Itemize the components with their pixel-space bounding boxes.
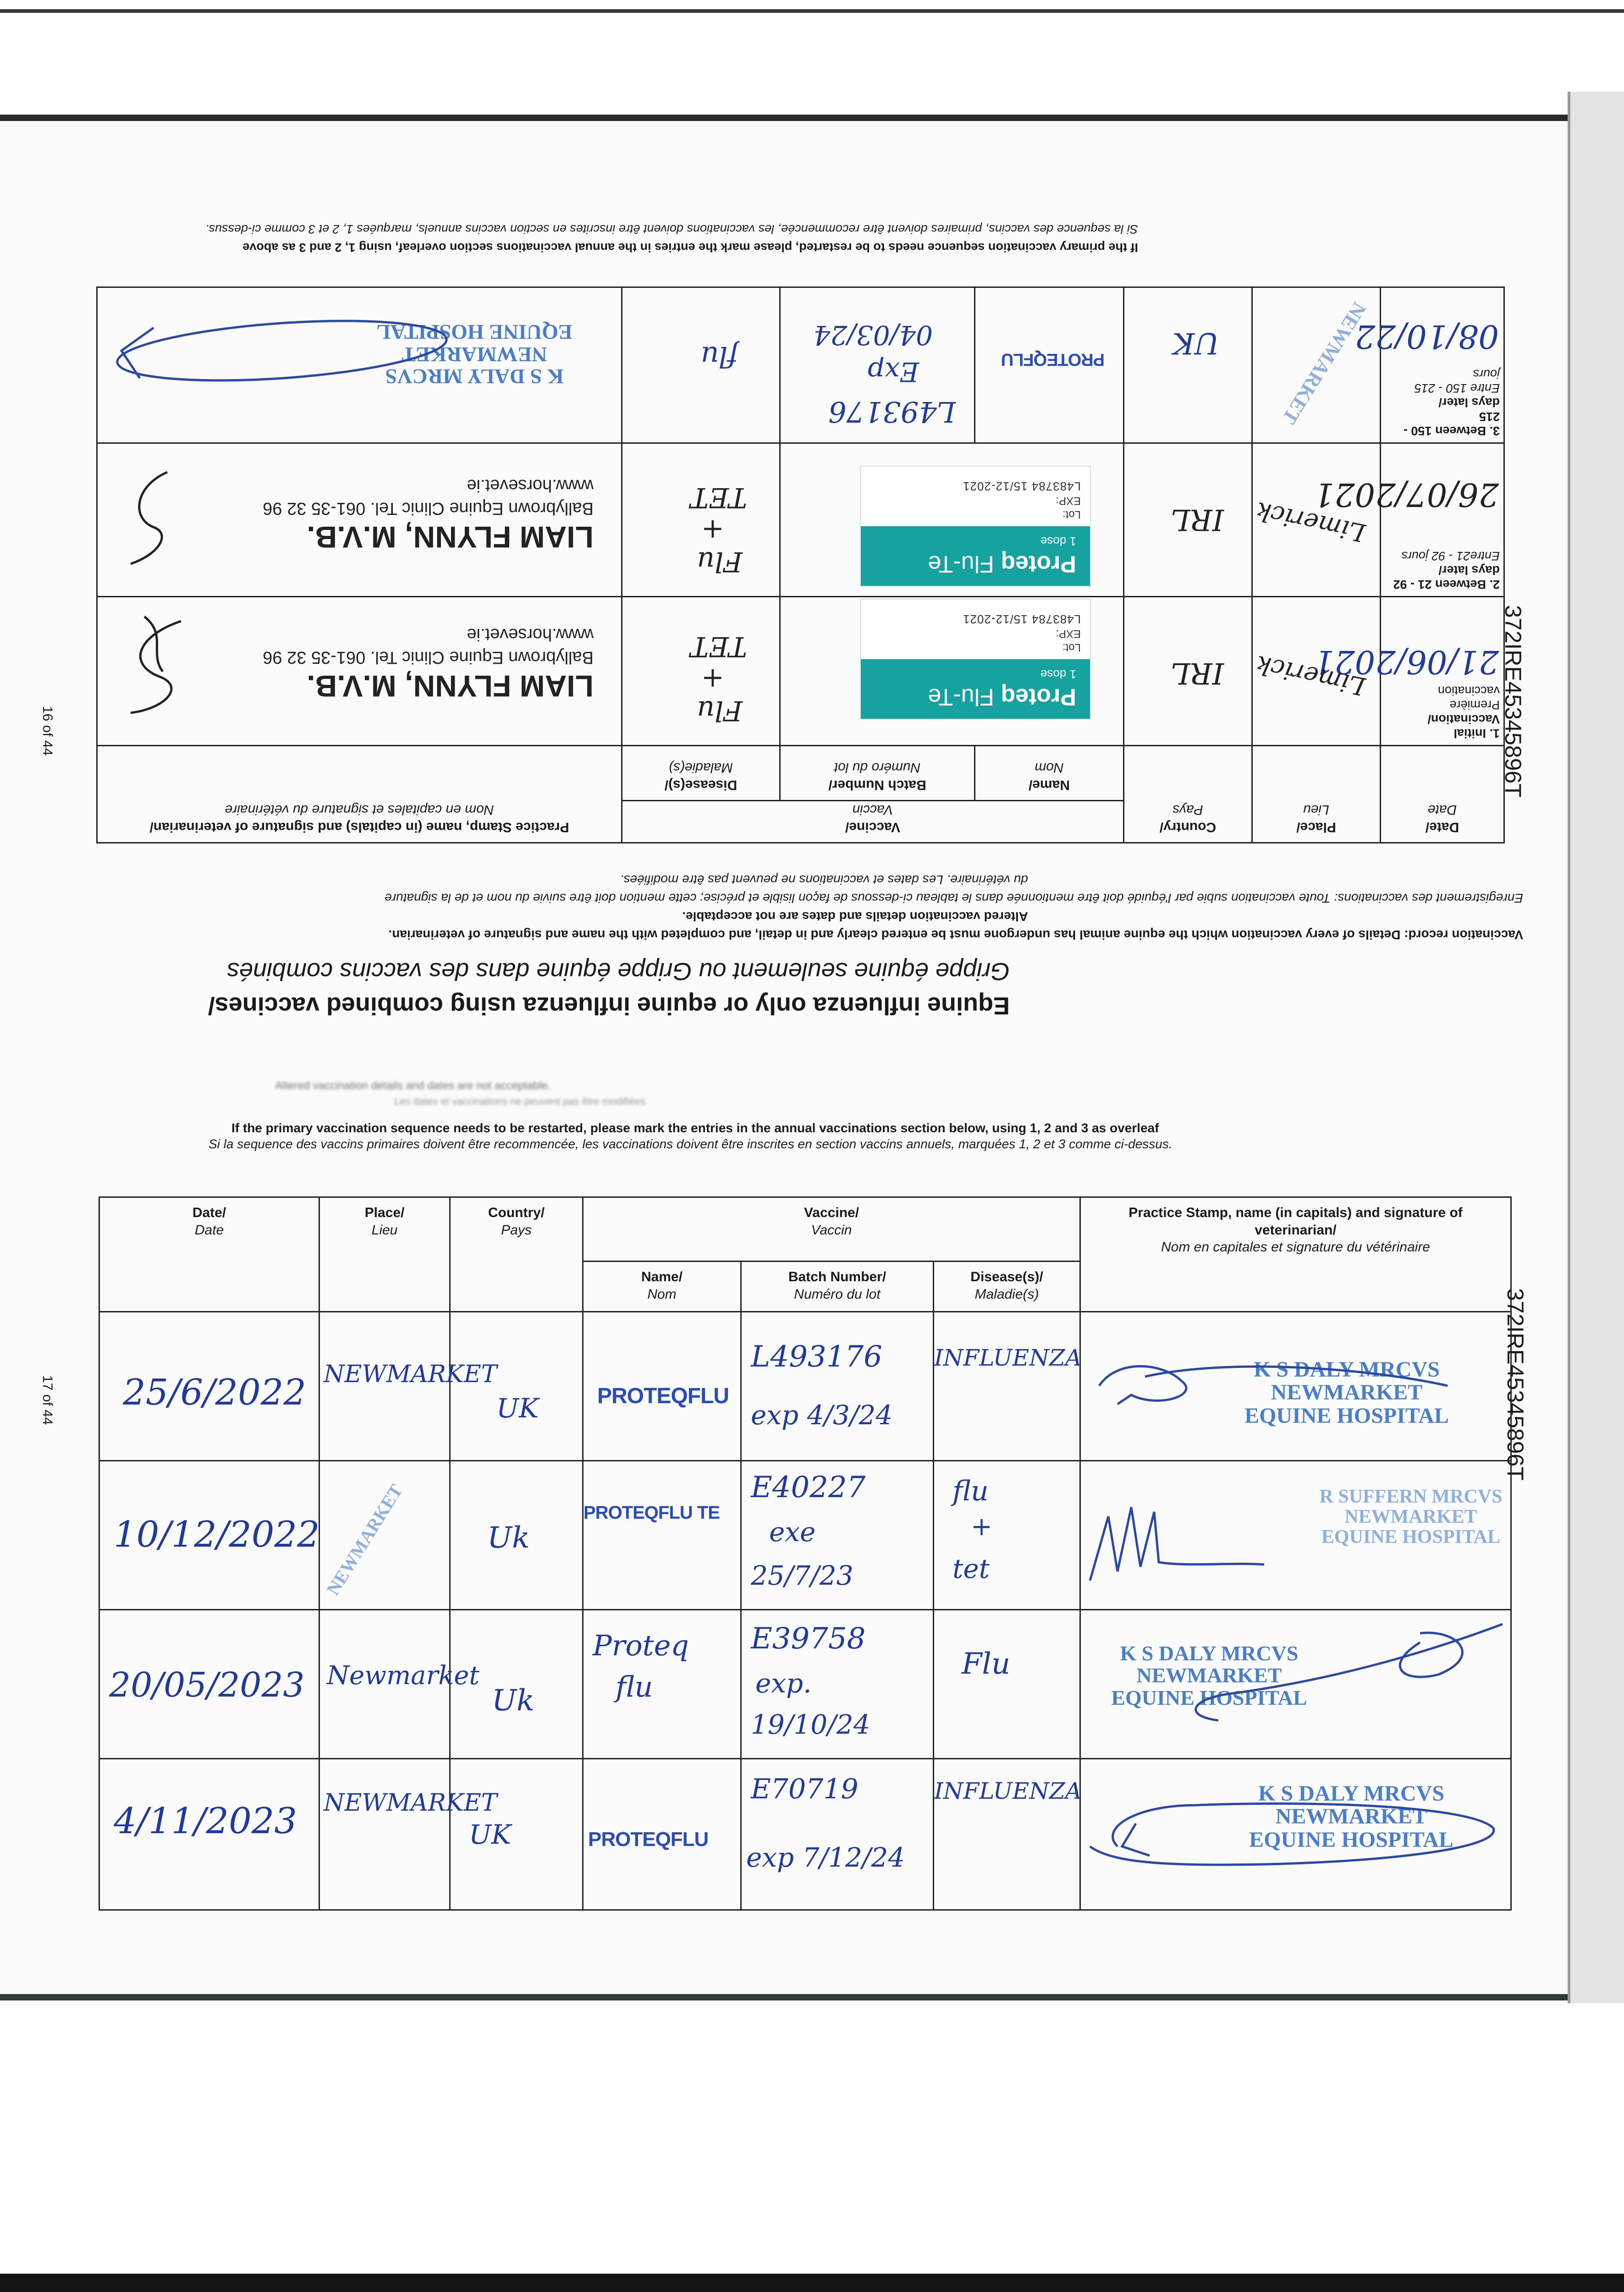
blurred-note-fr: Les dates et vaccinations ne peuvent pas être modifiées. [394, 1096, 649, 1107]
blurred-note-en: Altered vaccination details and dates are not acceptable. [275, 1080, 551, 1092]
upper-row-1 [97, 597, 1504, 746]
upper-row-3-vaccine: PROTEQFLU [975, 287, 1124, 443]
upper-row-2-country: IRL [1124, 443, 1252, 597]
lower-row-3-stamp: K S DALY MRCVS NEWMARKET EQUINE HOSPITAL [1080, 1610, 1511, 1759]
page-top-edge [0, 115, 1624, 121]
upper-row-2-disease: Flu + TET [622, 443, 780, 597]
upper-row-2-place: Limerick [1252, 443, 1381, 597]
lower-header-disease: Disease(s)/ Maladie(s) [934, 1262, 1080, 1312]
lower-header-vaccine: Vaccine/ Vaccin [583, 1197, 1080, 1262]
upper-header-vaccine: Vaccine/ Vaccin [622, 801, 1124, 843]
signature-ks-daly [1090, 1340, 1493, 1413]
lower-row-3-date: 20/05/2023 [99, 1610, 319, 1759]
upper-row-2-stamp: LIAM FLYNN, M.V.B. Ballybrown Equine Clinic Tel. 061-35 32 96 www.horsevet.ie [97, 443, 622, 597]
upper-header-country: Country/ Pays [1124, 746, 1252, 843]
signature-liam-flynn [112, 607, 195, 727]
lower-header-name: Name/ Nom [583, 1262, 741, 1312]
upper-header-batch: Batch Number/ Numéro du lot [780, 746, 975, 801]
lower-header-date: Date/ Date [99, 1197, 319, 1312]
signature-ks-daly [108, 296, 612, 397]
scan-top-edge [0, 9, 1624, 13]
lower-row-1 [99, 1312, 1511, 1461]
lower-row-3-vaccine: Proteq flu [583, 1610, 741, 1759]
upper-header-disease: Disease(s)/ Maladie(s) [622, 746, 780, 801]
lower-restart-note-fr: Si la sequence des vaccins primaires doivent être recommencée, les vaccinations doivent être inscrites en section vaccins annuels, marquées 1, 2 et 3 comme ci-dessus. [209, 1137, 1173, 1151]
upper-row-3-date: 3. Between 150 - 215 days later/ Entre 150 - 215 jours 08/10/22 [1381, 287, 1504, 443]
lower-row-1-disease: INFLUENZA [934, 1312, 1080, 1461]
upper-page-rotated [0, 183, 1624, 1100]
lower-row-4-batch: E70719 exp 7/12/24 [741, 1759, 934, 1910]
upper-row-2-vaccine [780, 443, 1124, 597]
lower-row-2-vaccine: PROTEQFLU TE [583, 1461, 741, 1610]
lower-header-country: Country/ Pays [450, 1197, 583, 1312]
upper-restart-note-fr: Si la sequence des vaccins, primaires doivent être recommencée, les vaccinations doivent être inscrites en section vaccins annuels, marquées 1, 2 et 3 comme ci-dessus. [205, 222, 1138, 236]
upper-header-date: Date/ Date [1381, 746, 1504, 843]
upper-heading-fr: Grippe équine seulement ou Grippe équine dans des vaccins combinés [226, 958, 1010, 985]
signature-ks-daly [1163, 1615, 1512, 1734]
lower-row-1-date: 25/6/2022 [99, 1312, 319, 1461]
lower-header-batch: Batch Number/ Numéro du lot [741, 1262, 934, 1312]
upper-header-stamp: Practice Stamp, name (in capitals) and signature of veterinarian/ Nom en capitales et signature du vétérinaire [97, 746, 622, 843]
lower-row-1-stamp: K S DALY MRCVS NEWMARKET EQUINE HOSPITAL [1080, 1312, 1511, 1461]
lower-row-1-batch: L493176 exp 4/3/24 [741, 1312, 934, 1461]
upper-row-1-country: IRL [1124, 597, 1252, 746]
lower-row-4-vaccine: PROTEQFLU [583, 1759, 741, 1910]
upper-header-name: Name/ Nom [975, 746, 1124, 801]
signature-r-suffern [1081, 1489, 1310, 1599]
upper-record-fr-1: Enregistrement des vaccinations: Toute vaccination subie par l'équidé doit être mentionnée dans le tableau ci-dessous de façon lisible et précise; cette mention doit être suivie du nom et de la signature [385, 891, 1523, 905]
upper-record-fr-2: du vétérinaire. Les dates et vaccinations ne peuvent pas être modifiées. [620, 873, 1028, 887]
upper-row-3-disease: flu [622, 287, 780, 443]
upper-header-place: Place/ Lieu [1252, 746, 1381, 843]
page-bottom-edge [0, 1994, 1624, 2000]
signature-ks-daly [1081, 1778, 1512, 1883]
lower-row-4-country: UK [450, 1759, 583, 1910]
upper-restart-note-en: If the primary vaccination sequence needs to be restarted, please mark the entries in the annual vaccinations section overleaf, using 1, 2 and 3 as above [242, 241, 1138, 254]
upper-row-1-place: Limerick [1252, 597, 1381, 746]
lower-header-stamp: Practice Stamp, name (in capitals) and signature of veterinarian/ Nom en capitales et signature du vétérinaire [1080, 1197, 1511, 1312]
lower-row-2-batch: E40227 exe 25/7/23 [741, 1461, 934, 1610]
upper-record-en-1: Vaccination record: Details of every vaccination which the equine animal has undergone must be entered clearly and in detail, and completed with the name and signature of veterinarian. [388, 928, 1523, 942]
lower-row-4-stamp: K S DALY MRCVS NEWMARKET EQUINE HOSPITAL [1080, 1759, 1511, 1910]
upper-row-3-stamp: K S DALY MRCVS NEWMARKET EQUINE HOSPITAL [97, 287, 622, 443]
document-id-lower: 372IRE45345896T [1503, 1288, 1528, 1481]
lower-row-4-date: 4/11/2023 [99, 1759, 319, 1910]
upper-row-1-vaccine [780, 597, 1124, 746]
lower-row-1-country: UK [450, 1312, 583, 1461]
lower-row-3-place: Newmarket [319, 1610, 450, 1759]
lower-row-2-place: NEWMARKET [319, 1461, 450, 1610]
upper-row-1-disease: Flu + TET [622, 597, 780, 746]
lower-row-3-batch: E39758 exp. 19/10/24 [741, 1610, 934, 1759]
lower-row-2 [99, 1461, 1511, 1610]
lower-row-2-stamp: R SUFFERN MRCVS NEWMARKET EQUINE HOSPITAL [1080, 1461, 1511, 1610]
lower-row-4 [99, 1759, 1511, 1910]
lower-row-1-vaccine: PROTEQFLU [583, 1312, 741, 1461]
page-number-16: 16 of 44 [40, 706, 55, 756]
upper-row-3 [97, 287, 1504, 443]
lower-row-2-disease: flu + tet [934, 1461, 1080, 1610]
lower-row-1-place: NEWMARKET [319, 1312, 450, 1461]
document-id-upper: 372IRE45345896T [1500, 605, 1526, 798]
upper-row-2-date: 2. Between 21 - 92 days later/ Entre21 - 92 jours 26/07/2021 [1381, 443, 1504, 597]
lower-row-4-place: NEWMARKET [319, 1759, 450, 1910]
lower-restart-note-en: If the primary vaccination sequence needs to be restarted, please mark the entries in the annual vaccinations section below, using 1, 2 and 3 as overleaf [231, 1121, 1159, 1135]
vaccine-sticker: Proteq Flu-Te 1 dose Lot: EXP: L483784 15/12-2021 [860, 466, 1091, 587]
scan-bottom-edge [0, 2274, 1624, 2292]
upper-row-3-place: NEWMARKET [1252, 287, 1381, 443]
lower-vaccination-table [99, 1196, 1512, 1911]
upper-row-1-date: 1. Initial Vaccination/ Première vaccination 21/06/2021 [1381, 597, 1504, 746]
lower-row-3 [99, 1610, 1511, 1759]
lower-row-3-disease: Flu [934, 1610, 1080, 1759]
upper-vaccination-table [96, 286, 1505, 843]
upper-row-2 [97, 443, 1504, 597]
upper-row-3-country: UK [1124, 287, 1252, 443]
page-number-17: 17 of 44 [40, 1375, 55, 1425]
lower-row-4-disease: INFLUENZA [934, 1759, 1080, 1910]
lower-row-2-date: 10/12/2022 [99, 1461, 319, 1610]
vaccine-sticker: Proteq Flu-Te 1 dose Lot: EXP: L483784 15/12-2021 [860, 599, 1091, 720]
upper-row-3-batch: L493176 Exp 04/03/24 [780, 287, 975, 443]
upper-record-en-2: Altered vaccination details and dates are not acceptable. [682, 909, 1028, 924]
signature-liam-flynn [112, 458, 186, 578]
lower-header-place: Place/ Lieu [319, 1197, 450, 1312]
lower-row-2-country: Uk [450, 1461, 583, 1610]
lower-row-3-country: Uk [450, 1610, 583, 1759]
upper-heading-en: Equine influenza only or equine influenza using combined vaccines/ [208, 992, 1010, 1019]
upper-row-1-stamp: LIAM FLYNN, M.V.B. Ballybrown Equine Clinic Tel. 061-35 32 96 www.horsevet.ie [97, 597, 622, 746]
